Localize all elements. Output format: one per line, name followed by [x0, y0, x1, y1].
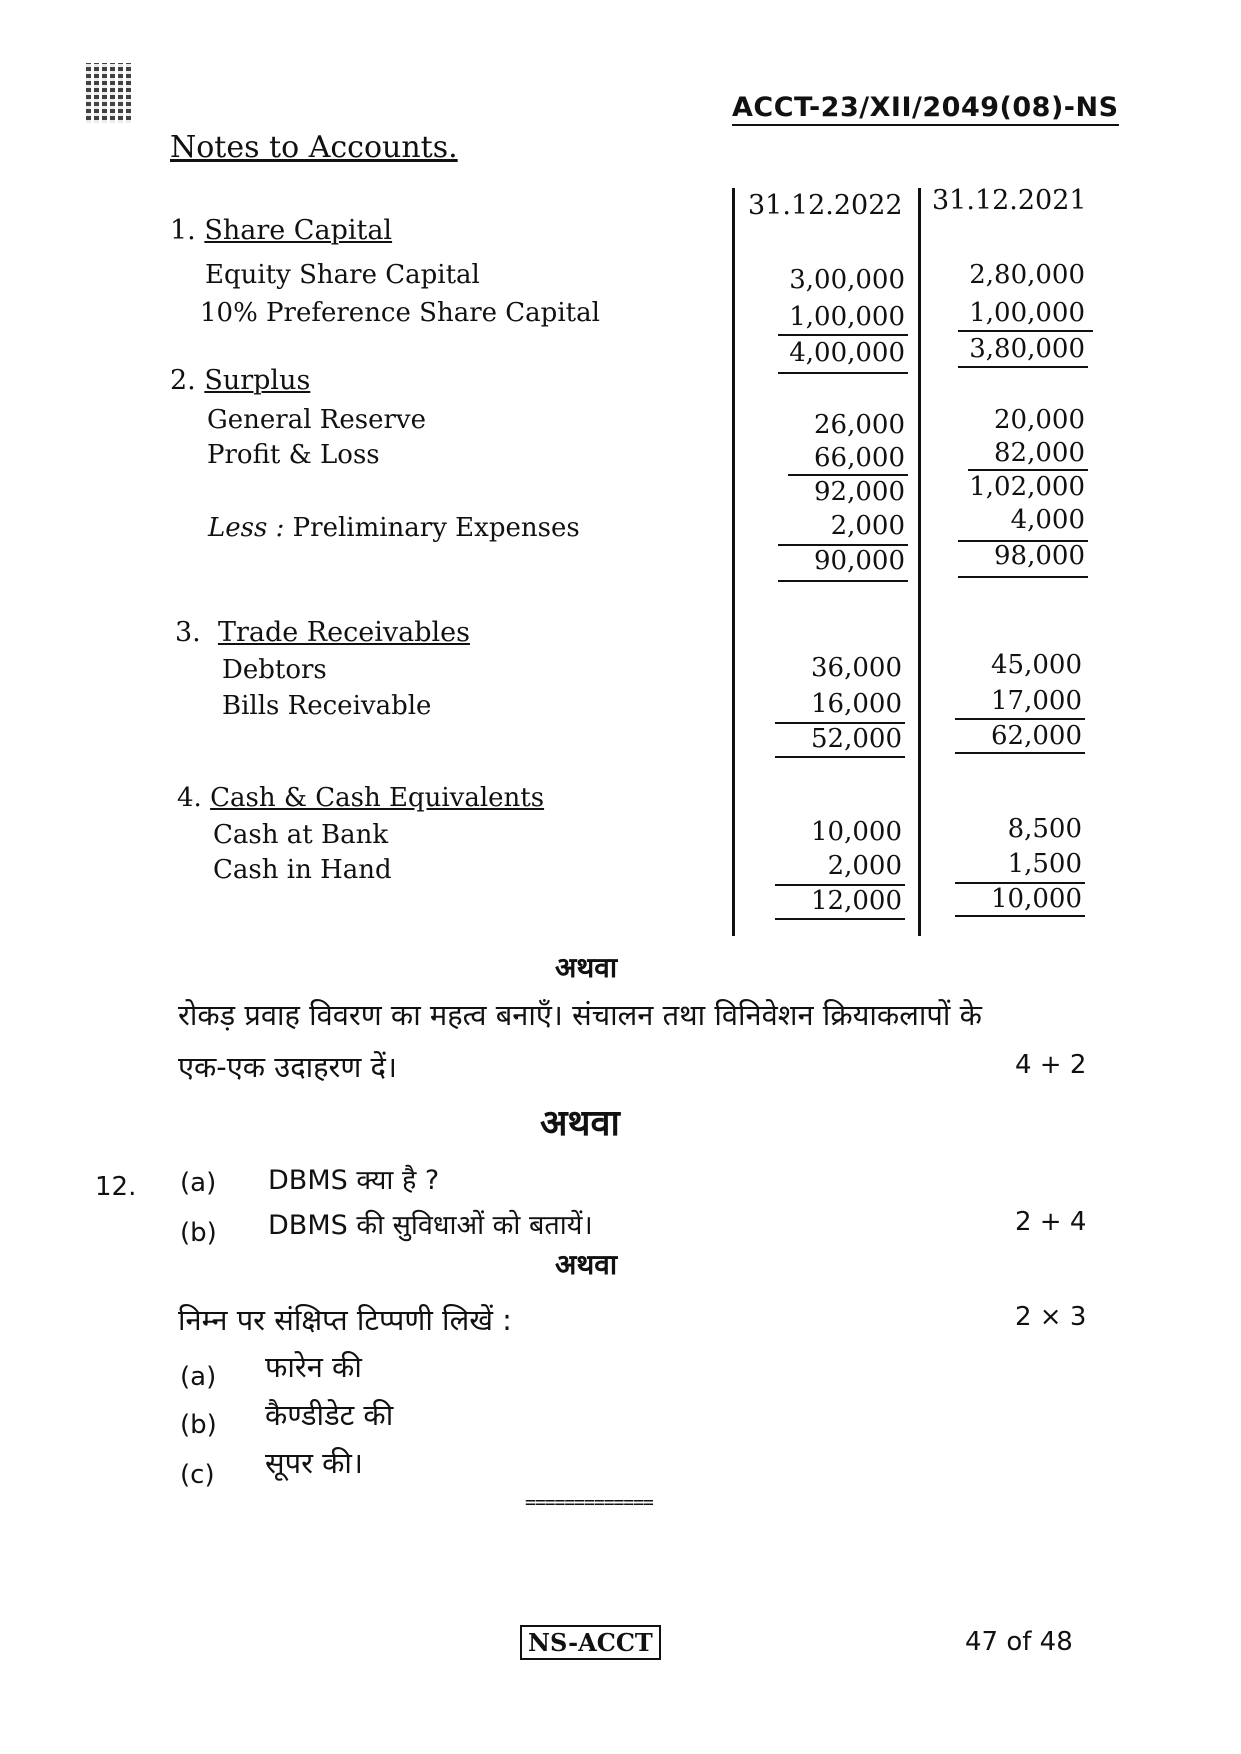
note-number: 3. [175, 617, 201, 648]
less-label: Preliminary Expenses [292, 513, 580, 543]
total-rule [775, 918, 905, 920]
value-2021: 20,000 [994, 405, 1085, 435]
note-title: Surplus [204, 365, 311, 396]
total-rule [955, 915, 1085, 917]
value-2022: 1,00,000 [789, 302, 905, 332]
subtotal-2021: 1,02,000 [969, 472, 1085, 502]
value-2022: 10,000 [811, 817, 902, 847]
total-rule [778, 580, 908, 582]
question-marks: 2 + 4 [1015, 1207, 1087, 1237]
note-item-label: (a) [180, 1362, 217, 1392]
question-marks: 4 + 2 [1015, 1050, 1087, 1080]
sum-rule [958, 330, 1093, 332]
table-divider-right [918, 188, 921, 936]
note-item-label: (c) [180, 1460, 215, 1490]
short-notes-marks: 2 × 3 [1015, 1302, 1087, 1332]
note-heading [175, 617, 470, 648]
sum-rule [788, 474, 908, 476]
total-2022: 4,00,000 [789, 338, 905, 368]
total-rule [958, 576, 1088, 578]
value-2022: 66,000 [814, 443, 905, 473]
total-2022: 90,000 [814, 546, 905, 576]
column-header-2022: 31.12.2022 [748, 190, 903, 221]
question-text-line2: एक-एक उदाहरण दें। [178, 1050, 397, 1084]
value-2021: 4,000 [1010, 505, 1085, 535]
end-marker: ============= [525, 1492, 653, 1513]
total-rule [778, 372, 908, 374]
sub-question-text: DBMS क्या है ? [268, 1165, 440, 1196]
question-number: 12. [95, 1172, 137, 1202]
value-2021: 1,00,000 [969, 298, 1085, 328]
less-prefix: Less : [208, 513, 285, 543]
sum-rule [968, 469, 1088, 471]
value-2021: 45,000 [991, 650, 1082, 680]
page-title: Notes to Accounts. [170, 130, 458, 165]
value-2021: 8,500 [1007, 814, 1082, 844]
note-heading [177, 783, 544, 813]
note-heading [170, 365, 310, 396]
value-2021: 1,500 [1007, 849, 1082, 879]
value-2021: 82,000 [994, 438, 1085, 468]
total-2021: 62,000 [991, 721, 1082, 751]
row-label: 10% Preference Share Capital [200, 298, 600, 328]
value-2022: 16,000 [811, 689, 902, 719]
total-rule [958, 366, 1088, 368]
page-number: 47 of 48 [965, 1627, 1073, 1657]
less-row-label [208, 513, 580, 543]
note-item-text: कैण्डीडेट की [265, 1398, 394, 1432]
note-item-label: (b) [180, 1410, 217, 1440]
table-divider-left [732, 188, 735, 936]
value-2022: 2,000 [827, 851, 902, 881]
value-2021: 17,000 [991, 686, 1082, 716]
row-label: General Reserve [207, 405, 426, 435]
sum-rule [955, 718, 1085, 720]
total-2021: 10,000 [991, 884, 1082, 914]
row-label: Cash at Bank [213, 820, 389, 850]
note-item-text: सूपर की। [265, 1446, 363, 1480]
value-2021: 2,80,000 [969, 260, 1085, 290]
note-title: Share Capital [204, 215, 393, 246]
total-2022: 12,000 [811, 886, 902, 916]
row-label: Equity Share Capital [205, 260, 480, 290]
total-rule [955, 752, 1085, 754]
or-separator: अथवा [555, 951, 618, 984]
short-notes-intro: निम्न पर संक्षिप्त टिप्पणी लिखें : [178, 1303, 512, 1337]
value-2022: 2,000 [830, 511, 905, 541]
row-label: Bills Receivable [222, 691, 432, 721]
or-separator: अथवा [555, 1248, 618, 1281]
sum-rule [778, 334, 908, 336]
note-item-text: फारेन की [265, 1350, 362, 1384]
total-2021: 3,80,000 [969, 334, 1085, 364]
total-rule [775, 756, 905, 758]
sub-question-label: (b) [180, 1218, 217, 1248]
qr-code-overlay [86, 63, 132, 123]
question-text-line1: रोकड़ प्रवाह विवरण का महत्व बनाएँ। संचालन तथा विनिवेशन क्रियाकलापों के [178, 998, 982, 1032]
total-2021: 98,000 [994, 541, 1085, 571]
note-number: 2. [170, 365, 196, 396]
note-number: 1. [170, 215, 196, 246]
column-header-2021: 31.12.2021 [932, 185, 1087, 216]
row-label: Profit & Loss [207, 440, 380, 470]
paper-code: ACCT-23/XII/2049(08)-NS [732, 92, 1119, 126]
value-2022: 3,00,000 [789, 265, 905, 295]
note-heading [170, 215, 392, 246]
sub-question-label: (a) [180, 1168, 217, 1198]
total-2022: 52,000 [811, 724, 902, 754]
row-label: Cash in Hand [213, 855, 392, 885]
note-title: Trade Receivables [217, 617, 470, 648]
subtotal-2022: 92,000 [814, 477, 905, 507]
note-number: 4. [177, 783, 202, 813]
footer-code: NS-ACCT [520, 1625, 661, 1660]
value-2022: 36,000 [811, 653, 902, 683]
or-separator-large: अथवा [540, 1103, 620, 1144]
note-title: Cash & Cash Equivalents [210, 783, 545, 813]
value-2022: 26,000 [814, 410, 905, 440]
sub-question-text: DBMS की सुविधाओं को बतायें। [268, 1210, 593, 1241]
row-label: Debtors [222, 655, 327, 685]
